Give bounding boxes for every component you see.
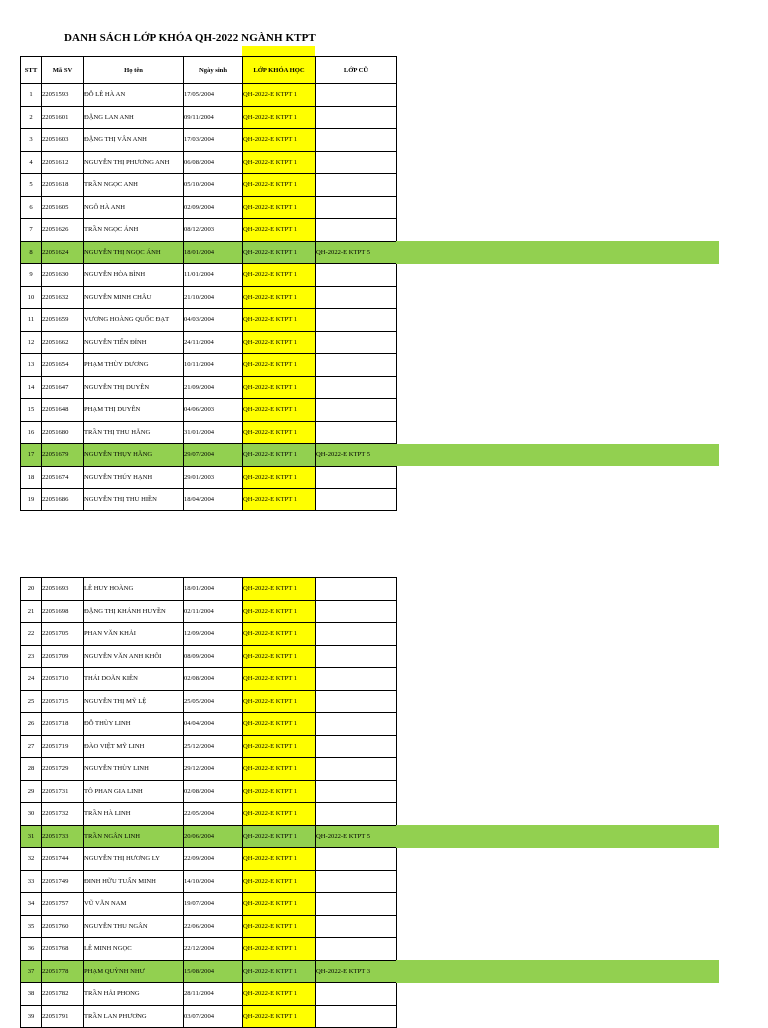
table-row bbox=[21, 466, 397, 489]
row-student-id: 22051709 bbox=[42, 645, 84, 668]
table-row bbox=[21, 354, 397, 377]
table-row bbox=[21, 421, 397, 444]
table-row bbox=[21, 645, 397, 668]
row-old-class bbox=[316, 106, 397, 129]
row-full-name: VŨ VĂN NAM bbox=[84, 893, 184, 916]
table-row bbox=[21, 780, 397, 803]
row-birth-date: 22/05/2004 bbox=[184, 803, 243, 826]
row-full-name: PHẠM THÙY DƯƠNG bbox=[84, 354, 184, 377]
row-stt: 34 bbox=[21, 893, 42, 916]
row-stt: 13 bbox=[21, 354, 42, 377]
row-full-name: NGUYỄN THỊ HƯƠNG LY bbox=[84, 848, 184, 871]
row-stt: 16 bbox=[21, 421, 42, 444]
row-birth-date: 11/01/2004 bbox=[184, 264, 243, 287]
table-row bbox=[21, 196, 397, 219]
row-course-class: QH-2022-E KTPT 1 bbox=[243, 848, 316, 871]
row-old-class bbox=[316, 578, 397, 601]
table-row bbox=[21, 758, 397, 781]
row-old-class bbox=[316, 848, 397, 871]
class-column-highlight bbox=[242, 46, 315, 56]
row-course-class: QH-2022-E KTPT 1 bbox=[243, 668, 316, 691]
row-full-name: TÔ PHAN GIA LINH bbox=[84, 780, 184, 803]
row-student-id: 22051648 bbox=[42, 399, 84, 422]
row-course-class: QH-2022-E KTPT 1 bbox=[243, 983, 316, 1006]
table-row bbox=[21, 938, 397, 961]
row-stt: 28 bbox=[21, 758, 42, 781]
row-stt: 18 bbox=[21, 466, 42, 489]
row-birth-date: 02/11/2004 bbox=[184, 600, 243, 623]
row-course-class: QH-2022-E KTPT 1 bbox=[243, 331, 316, 354]
row-old-class bbox=[316, 803, 397, 826]
row-stt: 36 bbox=[21, 938, 42, 961]
row-full-name: THÁI DOÃN KIÊN bbox=[84, 668, 184, 691]
row-course-class: QH-2022-E KTPT 1 bbox=[243, 690, 316, 713]
row-stt: 32 bbox=[21, 848, 42, 871]
row-stt: 38 bbox=[21, 983, 42, 1006]
table-row bbox=[21, 600, 397, 623]
table-row bbox=[21, 399, 397, 422]
row-student-id: 22051719 bbox=[42, 735, 84, 758]
table-row bbox=[21, 668, 397, 691]
row-stt: 8 bbox=[21, 241, 42, 264]
table-row bbox=[21, 174, 397, 197]
row-full-name: ĐẶNG LAN ANH bbox=[84, 106, 184, 129]
table-row bbox=[21, 870, 397, 893]
table-row bbox=[21, 84, 397, 107]
row-student-id: 22051744 bbox=[42, 848, 84, 871]
row-stt: 24 bbox=[21, 668, 42, 691]
row-old-class: QH-2022-E KTPT 5 bbox=[316, 825, 397, 848]
row-birth-date: 02/08/2004 bbox=[184, 780, 243, 803]
row-old-class bbox=[316, 645, 397, 668]
row-course-class: QH-2022-E KTPT 1 bbox=[243, 735, 316, 758]
table-row bbox=[21, 286, 397, 309]
row-birth-date: 24/11/2004 bbox=[184, 331, 243, 354]
table-row bbox=[21, 848, 397, 871]
row-birth-date: 04/06/2003 bbox=[184, 399, 243, 422]
table-row bbox=[21, 376, 397, 399]
row-old-class bbox=[316, 780, 397, 803]
row-full-name: TRẦN NGÂN LINH bbox=[84, 825, 184, 848]
row-old-class bbox=[316, 938, 397, 961]
changed-row-highlight bbox=[396, 825, 719, 848]
row-stt: 14 bbox=[21, 376, 42, 399]
student-table-page-2 bbox=[20, 577, 397, 1028]
row-birth-date: 05/10/2004 bbox=[184, 174, 243, 197]
row-old-class bbox=[316, 623, 397, 646]
row-course-class: QH-2022-E KTPT 1 bbox=[243, 264, 316, 287]
header-student-id: Mã SV bbox=[42, 57, 84, 84]
table-row bbox=[21, 690, 397, 713]
row-full-name: NGUYỄN VĂN ANH KHÔI bbox=[84, 645, 184, 668]
row-birth-date: 06/08/2004 bbox=[184, 151, 243, 174]
row-stt: 5 bbox=[21, 174, 42, 197]
row-full-name: NGUYỄN THỊ DUYÊN bbox=[84, 376, 184, 399]
row-birth-date: 08/09/2004 bbox=[184, 645, 243, 668]
row-stt: 20 bbox=[21, 578, 42, 601]
row-student-id: 22051733 bbox=[42, 825, 84, 848]
header-stt: STT bbox=[21, 57, 42, 84]
row-student-id: 22051679 bbox=[42, 444, 84, 467]
table-row bbox=[21, 151, 397, 174]
row-stt: 23 bbox=[21, 645, 42, 668]
row-student-id: 22051603 bbox=[42, 129, 84, 152]
row-course-class: QH-2022-E KTPT 1 bbox=[243, 645, 316, 668]
document-title: DANH SÁCH LỚP KHÓA QH-2022 NGÀNH KTPT bbox=[64, 32, 316, 44]
row-student-id: 22051632 bbox=[42, 286, 84, 309]
row-birth-date: 22/12/2004 bbox=[184, 938, 243, 961]
row-course-class: QH-2022-E KTPT 1 bbox=[243, 466, 316, 489]
row-student-id: 22051674 bbox=[42, 466, 84, 489]
table-row bbox=[21, 219, 397, 242]
row-course-class: QH-2022-E KTPT 1 bbox=[243, 713, 316, 736]
row-full-name: ĐÀO VIỆT MỸ LINH bbox=[84, 735, 184, 758]
row-stt: 10 bbox=[21, 286, 42, 309]
row-full-name: NGÔ HÀ ANH bbox=[84, 196, 184, 219]
row-course-class: QH-2022-E KTPT 1 bbox=[243, 354, 316, 377]
table-row bbox=[21, 106, 397, 129]
row-course-class: QH-2022-E KTPT 1 bbox=[243, 938, 316, 961]
row-student-id: 22051729 bbox=[42, 758, 84, 781]
row-full-name: NGUYỄN TIẾN ĐỈNH bbox=[84, 331, 184, 354]
row-old-class bbox=[316, 893, 397, 916]
row-stt: 4 bbox=[21, 151, 42, 174]
row-birth-date: 03/07/2004 bbox=[184, 1005, 243, 1027]
row-course-class: QH-2022-E KTPT 1 bbox=[243, 803, 316, 826]
row-stt: 12 bbox=[21, 331, 42, 354]
row-stt: 25 bbox=[21, 690, 42, 713]
row-full-name: NGUYỄN THÙY LINH bbox=[84, 758, 184, 781]
row-old-class: QH-2022-E KTPT 5 bbox=[316, 241, 397, 264]
row-student-id: 22051731 bbox=[42, 780, 84, 803]
row-full-name: NGUYỄN THÚY HẠNH bbox=[84, 466, 184, 489]
row-birth-date: 29/12/2004 bbox=[184, 758, 243, 781]
row-course-class: QH-2022-E KTPT 1 bbox=[243, 129, 316, 152]
table-row bbox=[21, 893, 397, 916]
row-birth-date: 22/09/2004 bbox=[184, 848, 243, 871]
row-student-id: 22051626 bbox=[42, 219, 84, 242]
row-birth-date: 29/01/2003 bbox=[184, 466, 243, 489]
table-row bbox=[21, 735, 397, 758]
row-old-class bbox=[316, 129, 397, 152]
row-course-class: QH-2022-E KTPT 1 bbox=[243, 309, 316, 332]
row-course-class: QH-2022-E KTPT 1 bbox=[243, 780, 316, 803]
row-birth-date: 14/10/2004 bbox=[184, 870, 243, 893]
row-birth-date: 04/03/2004 bbox=[184, 309, 243, 332]
row-full-name: ĐẶNG THỊ KHÁNH HUYỀN bbox=[84, 600, 184, 623]
row-birth-date: 08/12/2003 bbox=[184, 219, 243, 242]
row-old-class bbox=[316, 196, 397, 219]
table-row bbox=[21, 825, 397, 848]
row-old-class bbox=[316, 286, 397, 309]
row-course-class: QH-2022-E KTPT 1 bbox=[243, 758, 316, 781]
row-student-id: 22051618 bbox=[42, 174, 84, 197]
row-student-id: 22051662 bbox=[42, 331, 84, 354]
row-course-class: QH-2022-E KTPT 1 bbox=[243, 84, 316, 107]
row-student-id: 22051710 bbox=[42, 668, 84, 691]
row-old-class bbox=[316, 421, 397, 444]
changed-row-highlight bbox=[396, 960, 719, 983]
row-old-class bbox=[316, 264, 397, 287]
row-full-name: NGUYỄN MINH CHÂU bbox=[84, 286, 184, 309]
row-course-class: QH-2022-E KTPT 1 bbox=[243, 600, 316, 623]
table-row bbox=[21, 983, 397, 1006]
table-row bbox=[21, 713, 397, 736]
row-birth-date: 02/09/2004 bbox=[184, 196, 243, 219]
row-full-name: PHAN VĂN KHẢI bbox=[84, 623, 184, 646]
header-row bbox=[21, 57, 397, 84]
table-row bbox=[21, 803, 397, 826]
row-stt: 7 bbox=[21, 219, 42, 242]
row-full-name: NGUYỄN THỊ NGỌC ÁNH bbox=[84, 241, 184, 264]
row-full-name: ĐINH HỮU TUẤN MINH bbox=[84, 870, 184, 893]
row-student-id: 22051647 bbox=[42, 376, 84, 399]
row-old-class bbox=[316, 870, 397, 893]
row-old-class: QH-2022-E KTPT 3 bbox=[316, 960, 397, 983]
row-birth-date: 21/09/2004 bbox=[184, 376, 243, 399]
row-stt: 11 bbox=[21, 309, 42, 332]
row-course-class: QH-2022-E KTPT 1 bbox=[243, 489, 316, 511]
row-birth-date: 17/03/2004 bbox=[184, 129, 243, 152]
table-row bbox=[21, 264, 397, 287]
row-stt: 19 bbox=[21, 489, 42, 511]
row-stt: 22 bbox=[21, 623, 42, 646]
row-old-class bbox=[316, 84, 397, 107]
row-course-class: QH-2022-E KTPT 1 bbox=[243, 241, 316, 264]
row-old-class bbox=[316, 466, 397, 489]
row-stt: 35 bbox=[21, 915, 42, 938]
row-student-id: 22051654 bbox=[42, 354, 84, 377]
row-student-id: 22051778 bbox=[42, 960, 84, 983]
row-course-class: QH-2022-E KTPT 1 bbox=[243, 421, 316, 444]
row-student-id: 22051601 bbox=[42, 106, 84, 129]
row-old-class bbox=[316, 758, 397, 781]
row-old-class bbox=[316, 600, 397, 623]
row-course-class: QH-2022-E KTPT 1 bbox=[243, 915, 316, 938]
row-old-class bbox=[316, 376, 397, 399]
row-stt: 30 bbox=[21, 803, 42, 826]
row-course-class: QH-2022-E KTPT 1 bbox=[243, 376, 316, 399]
row-birth-date: 12/09/2004 bbox=[184, 623, 243, 646]
row-course-class: QH-2022-E KTPT 1 bbox=[243, 1005, 316, 1027]
row-full-name: TRẦN HẢI PHONG bbox=[84, 983, 184, 1006]
row-student-id: 22051624 bbox=[42, 241, 84, 264]
row-stt: 29 bbox=[21, 780, 42, 803]
row-full-name: TRẦN NGỌC ANH bbox=[84, 174, 184, 197]
row-student-id: 22051757 bbox=[42, 893, 84, 916]
row-old-class bbox=[316, 489, 397, 511]
row-stt: 2 bbox=[21, 106, 42, 129]
row-stt: 1 bbox=[21, 84, 42, 107]
row-stt: 15 bbox=[21, 399, 42, 422]
header-course-class: LỚP KHÓA HỌC bbox=[243, 57, 316, 84]
row-old-class bbox=[316, 983, 397, 1006]
row-full-name: NGUYỄN THU NGÂN bbox=[84, 915, 184, 938]
row-birth-date: 04/04/2004 bbox=[184, 713, 243, 736]
student-table-page-1 bbox=[20, 56, 397, 511]
row-full-name: NGUYỄN THỊ THU HIỀN bbox=[84, 489, 184, 511]
row-birth-date: 18/01/2004 bbox=[184, 578, 243, 601]
row-full-name: ĐỖ LÊ HÀ AN bbox=[84, 84, 184, 107]
table-row bbox=[21, 489, 397, 511]
row-student-id: 22051760 bbox=[42, 915, 84, 938]
row-stt: 6 bbox=[21, 196, 42, 219]
row-birth-date: 18/04/2004 bbox=[184, 489, 243, 511]
row-full-name: NGUYỄN THỤY HẰNG bbox=[84, 444, 184, 467]
row-full-name: ĐẶNG THỊ VÂN ANH bbox=[84, 129, 184, 152]
row-full-name: ĐỖ THÙY LINH bbox=[84, 713, 184, 736]
row-student-id: 22051630 bbox=[42, 264, 84, 287]
row-birth-date: 10/11/2004 bbox=[184, 354, 243, 377]
row-birth-date: 29/07/2004 bbox=[184, 444, 243, 467]
row-birth-date: 18/01/2004 bbox=[184, 241, 243, 264]
row-old-class bbox=[316, 331, 397, 354]
row-old-class bbox=[316, 713, 397, 736]
row-birth-date: 09/11/2004 bbox=[184, 106, 243, 129]
row-stt: 31 bbox=[21, 825, 42, 848]
row-full-name: LÊ HUY HOÀNG bbox=[84, 578, 184, 601]
row-stt: 9 bbox=[21, 264, 42, 287]
row-course-class: QH-2022-E KTPT 1 bbox=[243, 870, 316, 893]
row-old-class bbox=[316, 219, 397, 242]
row-birth-date: 28/11/2004 bbox=[184, 983, 243, 1006]
row-course-class: QH-2022-E KTPT 1 bbox=[243, 893, 316, 916]
table-row bbox=[21, 309, 397, 332]
row-full-name: LÊ MINH NGỌC bbox=[84, 938, 184, 961]
changed-row-highlight bbox=[396, 444, 719, 467]
table-row bbox=[21, 444, 397, 467]
row-birth-date: 22/06/2004 bbox=[184, 915, 243, 938]
row-full-name: TRẦN LAN PHƯƠNG bbox=[84, 1005, 184, 1027]
row-course-class: QH-2022-E KTPT 1 bbox=[243, 196, 316, 219]
row-full-name: PHẠM QUỲNH NHƯ bbox=[84, 960, 184, 983]
row-birth-date: 15/08/2004 bbox=[184, 960, 243, 983]
row-stt: 33 bbox=[21, 870, 42, 893]
row-student-id: 22051718 bbox=[42, 713, 84, 736]
row-student-id: 22051768 bbox=[42, 938, 84, 961]
row-stt: 27 bbox=[21, 735, 42, 758]
row-student-id: 22051698 bbox=[42, 600, 84, 623]
row-course-class: QH-2022-E KTPT 1 bbox=[243, 444, 316, 467]
row-birth-date: 20/06/2004 bbox=[184, 825, 243, 848]
row-course-class: QH-2022-E KTPT 1 bbox=[243, 286, 316, 309]
row-full-name: TRẦN THỊ THU HẰNG bbox=[84, 421, 184, 444]
table-row bbox=[21, 960, 397, 983]
table-row bbox=[21, 331, 397, 354]
row-full-name: NGUYỄN HÒA BÌNH bbox=[84, 264, 184, 287]
row-student-id: 22051791 bbox=[42, 1005, 84, 1027]
row-course-class: QH-2022-E KTPT 1 bbox=[243, 623, 316, 646]
row-full-name: TRẦN HÀ LINH bbox=[84, 803, 184, 826]
row-stt: 26 bbox=[21, 713, 42, 736]
row-course-class: QH-2022-E KTPT 1 bbox=[243, 174, 316, 197]
row-student-id: 22051612 bbox=[42, 151, 84, 174]
row-student-id: 22051732 bbox=[42, 803, 84, 826]
row-birth-date: 31/01/2004 bbox=[184, 421, 243, 444]
row-student-id: 22051686 bbox=[42, 489, 84, 511]
row-student-id: 22051593 bbox=[42, 84, 84, 107]
row-full-name: TRẦN NGỌC ÁNH bbox=[84, 219, 184, 242]
row-course-class: QH-2022-E KTPT 1 bbox=[243, 399, 316, 422]
row-old-class bbox=[316, 690, 397, 713]
table-row bbox=[21, 623, 397, 646]
row-student-id: 22051749 bbox=[42, 870, 84, 893]
row-full-name: PHẠM THỊ DUYÊN bbox=[84, 399, 184, 422]
row-birth-date: 02/08/2004 bbox=[184, 668, 243, 691]
row-stt: 39 bbox=[21, 1005, 42, 1027]
row-course-class: QH-2022-E KTPT 1 bbox=[243, 151, 316, 174]
row-birth-date: 25/05/2004 bbox=[184, 690, 243, 713]
row-birth-date: 25/12/2004 bbox=[184, 735, 243, 758]
row-stt: 17 bbox=[21, 444, 42, 467]
table-row bbox=[21, 129, 397, 152]
row-full-name: NGUYỄN THỊ MỸ LỆ bbox=[84, 690, 184, 713]
row-student-id: 22051605 bbox=[42, 196, 84, 219]
header-old-class: LỚP CŨ bbox=[316, 57, 397, 84]
row-student-id: 22051705 bbox=[42, 623, 84, 646]
row-old-class bbox=[316, 354, 397, 377]
table-row bbox=[21, 578, 397, 601]
header-birth-date: Ngày sinh bbox=[184, 57, 243, 84]
row-course-class: QH-2022-E KTPT 1 bbox=[243, 106, 316, 129]
row-full-name: NGUYỄN THỊ PHƯƠNG ANH bbox=[84, 151, 184, 174]
row-full-name: VƯƠNG HOÀNG QUỐC ĐẠT bbox=[84, 309, 184, 332]
row-student-id: 22051680 bbox=[42, 421, 84, 444]
changed-row-highlight bbox=[396, 241, 719, 264]
table-row bbox=[21, 915, 397, 938]
row-course-class: QH-2022-E KTPT 1 bbox=[243, 960, 316, 983]
row-old-class bbox=[316, 668, 397, 691]
row-old-class bbox=[316, 915, 397, 938]
row-stt: 21 bbox=[21, 600, 42, 623]
row-old-class bbox=[316, 309, 397, 332]
row-course-class: QH-2022-E KTPT 1 bbox=[243, 825, 316, 848]
row-old-class bbox=[316, 735, 397, 758]
row-old-class bbox=[316, 174, 397, 197]
row-old-class bbox=[316, 399, 397, 422]
row-student-id: 22051782 bbox=[42, 983, 84, 1006]
row-old-class bbox=[316, 151, 397, 174]
header-full-name: Họ tên bbox=[84, 57, 184, 84]
row-student-id: 22051659 bbox=[42, 309, 84, 332]
row-birth-date: 17/05/2004 bbox=[184, 84, 243, 107]
row-course-class: QH-2022-E KTPT 1 bbox=[243, 578, 316, 601]
row-stt: 3 bbox=[21, 129, 42, 152]
row-stt: 37 bbox=[21, 960, 42, 983]
table-row bbox=[21, 241, 397, 264]
row-student-id: 22051693 bbox=[42, 578, 84, 601]
row-birth-date: 19/07/2004 bbox=[184, 893, 243, 916]
row-birth-date: 21/10/2004 bbox=[184, 286, 243, 309]
row-old-class: QH-2022-E KTPT 5 bbox=[316, 444, 397, 467]
row-student-id: 22051715 bbox=[42, 690, 84, 713]
row-course-class: QH-2022-E KTPT 1 bbox=[243, 219, 316, 242]
